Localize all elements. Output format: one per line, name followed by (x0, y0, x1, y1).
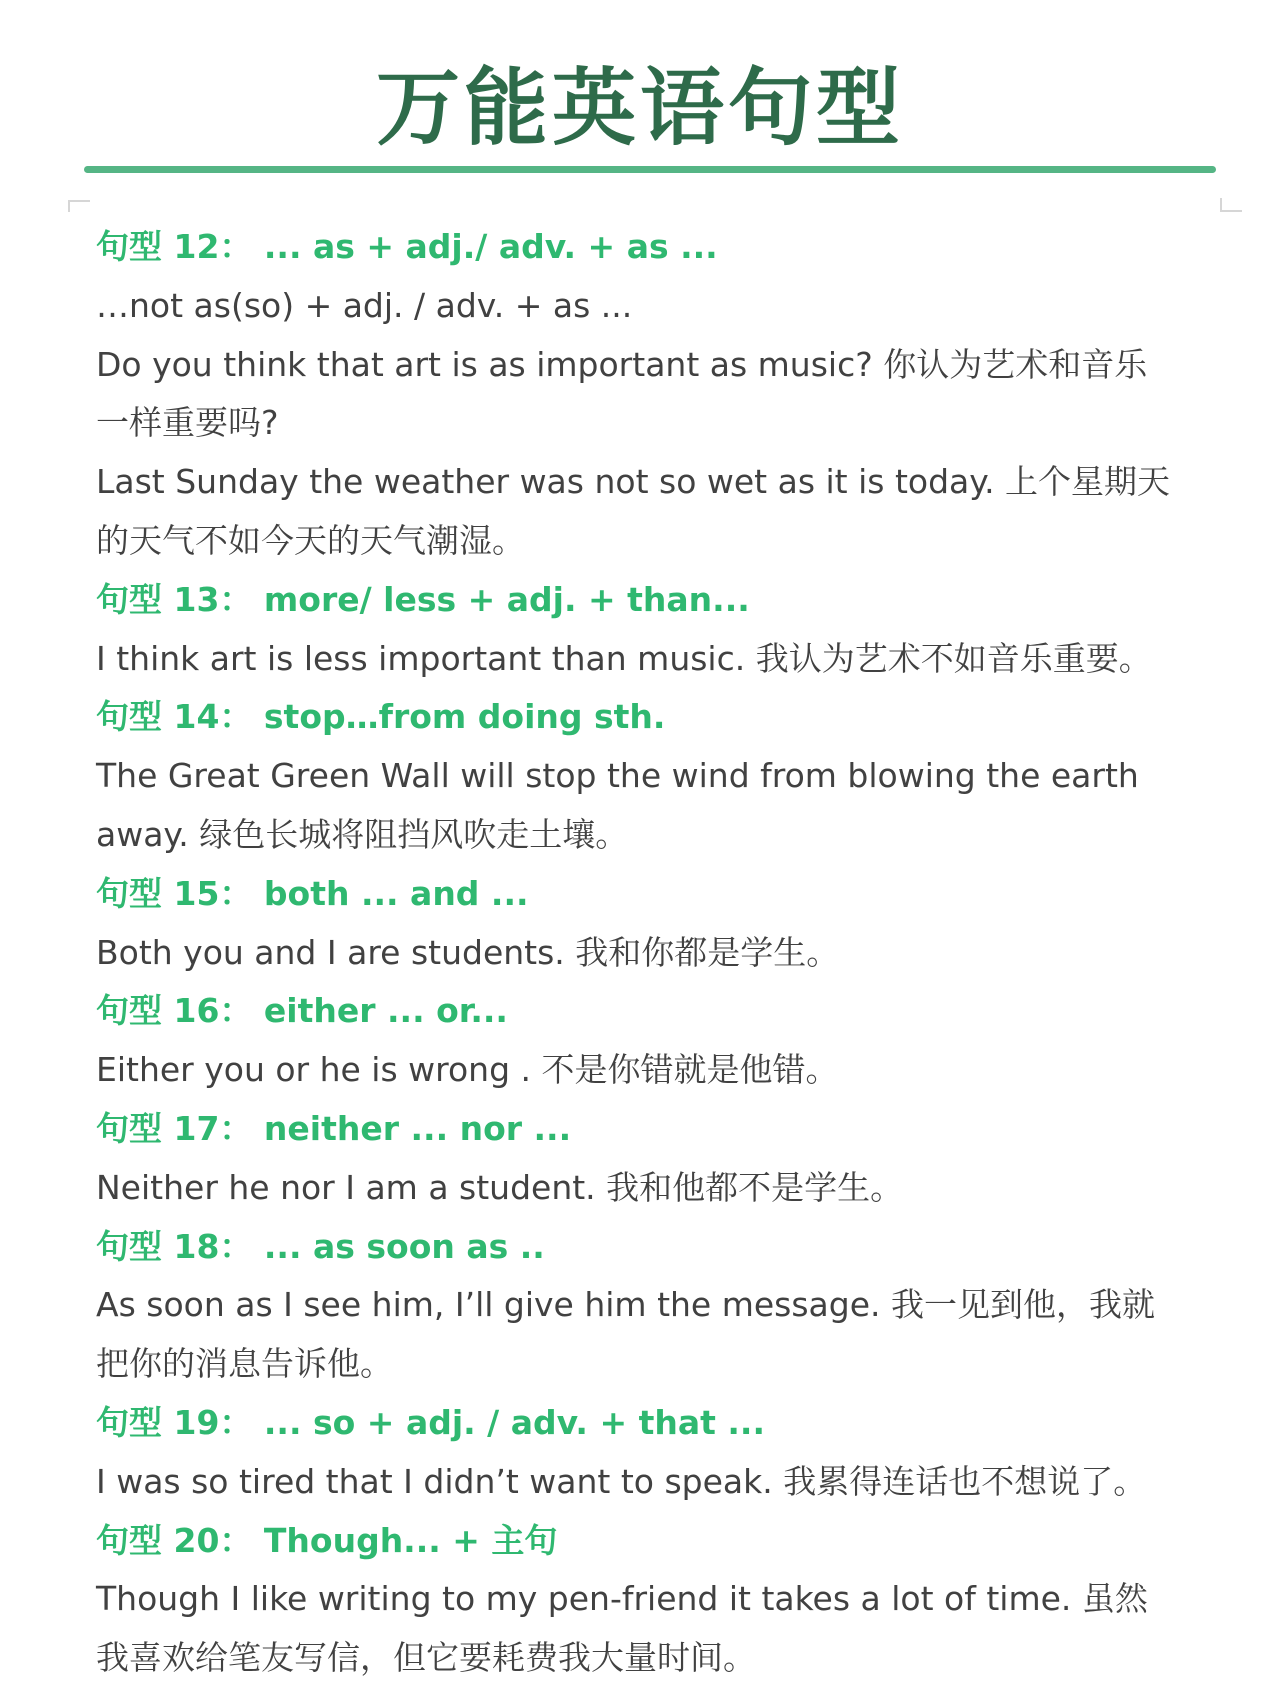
pattern-line (96, 982, 1216, 1041)
line-text: 的天气不如今天的天气潮湿。 (96, 520, 525, 560)
line-text: Either you or he is wrong . 不是你错就是他错。 (96, 1050, 839, 1090)
line-text: I think art is less important than music. 我认为艺术不如音乐重要。 (96, 638, 1152, 678)
example-line (96, 1041, 1216, 1100)
example-line (96, 394, 1216, 453)
example-line (96, 277, 1216, 336)
example-line (96, 512, 1216, 571)
example-line (96, 1276, 1216, 1335)
line-text: Last Sunday the weather was not so wet as it is today. 上个星期天 (96, 462, 1171, 502)
line-text: 句型 19： ... so + adj. / adv. + that ... (96, 1402, 765, 1442)
pattern-line (96, 218, 1216, 277)
example-line (96, 1453, 1216, 1512)
pattern-line (96, 571, 1216, 630)
example-line (96, 1629, 1216, 1688)
line-text: 把你的消息告诉他。 (96, 1344, 393, 1384)
line-text: I was so tired that I didn’t want to speak. 我累得连话也不想说了。 (96, 1461, 1147, 1501)
line-text: 我喜欢给笔友写信，但它要耗费我大量时间。 (96, 1638, 756, 1678)
line-text: …not as(so) + adj. / adv. + as ... (96, 285, 633, 325)
pattern-line (96, 1512, 1216, 1571)
pattern-line (96, 1394, 1216, 1453)
example-line (96, 336, 1216, 395)
line-text: 句型 13： more/ less + adj. + than... (96, 579, 750, 619)
line-text: 句型 17： neither ... nor ... (96, 1108, 572, 1148)
line-text: 一样重要吗? (96, 403, 279, 443)
line-text: 句型 12： ... as + adj./ adv. + as ... (96, 227, 718, 266)
example-line (96, 1335, 1216, 1394)
example-line (96, 1159, 1216, 1218)
line-text: The Great Green Wall will stop the wind from blowing the earth (96, 756, 1139, 796)
line-text: Though I like writing to my pen-friend it takes a lot of time. 虽然 (96, 1579, 1148, 1619)
line-text: Neither he nor I am a student. 我和他都不是学生。 (96, 1167, 904, 1207)
pattern-line (96, 1218, 1216, 1277)
line-text: As soon as I see him, I’ll give him the message. 我一见到他，我就 (96, 1285, 1155, 1325)
line-text: 句型 18： ... as soon as .. (96, 1226, 545, 1266)
example-line (96, 806, 1216, 865)
line-text: 句型 15： both ... and ... (96, 873, 529, 913)
page-title: 万能英语句型 (375, 59, 904, 157)
example-line (96, 924, 1216, 983)
line-text: 句型 14： stop…from doing sth. (96, 697, 666, 737)
sentence-pattern-list (96, 218, 1216, 1688)
title-divider (84, 166, 1216, 173)
line-text: away. 绿色长城将阻挡风吹走土壤。 (96, 814, 629, 854)
example-line (96, 1570, 1216, 1629)
line-text: Both you and I are students. 我和你都是学生。 (96, 932, 840, 972)
pattern-line (96, 688, 1216, 747)
corner-mark-left (68, 200, 90, 212)
example-line (96, 630, 1216, 689)
example-line (96, 747, 1216, 806)
line-text: Do you think that art is as important as music? 你认为艺术和音乐 (96, 344, 1148, 384)
line-text: 句型 16： either ... or... (96, 991, 508, 1031)
pattern-line (96, 865, 1216, 924)
pattern-line (96, 1100, 1216, 1159)
line-text: 句型 20： Though... + 主句 (96, 1520, 558, 1560)
example-line (96, 453, 1216, 512)
corner-mark-right (1220, 198, 1242, 212)
